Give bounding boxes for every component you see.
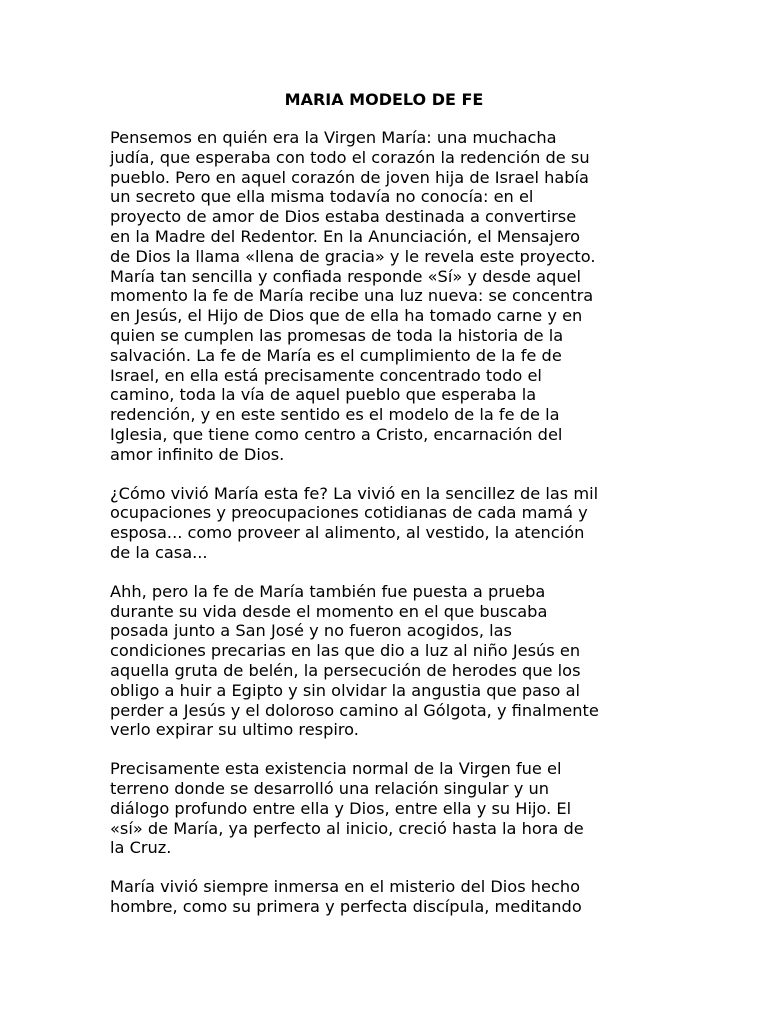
text-line: diálogo profundo entre ella y Dios, entre ella y su Hijo. El bbox=[110, 798, 572, 818]
text-line: quien se cumplen las promesas de toda la historia de la bbox=[110, 325, 564, 345]
text-line: momento la fe de María recibe una luz nueva: se concentra bbox=[110, 286, 594, 306]
paragraph bbox=[110, 582, 680, 740]
document-title: MARIA MODELO DE FE bbox=[284, 90, 484, 109]
text-line: posada junto a San José y no fueron acogidos, las bbox=[110, 621, 512, 641]
text-line: obligo a huir a Egipto y sin olvidar la angustia que paso al bbox=[110, 680, 581, 700]
text-line: proyecto de amor de Dios estaba destinada a convertirse bbox=[110, 207, 577, 227]
paragraph bbox=[110, 128, 680, 465]
text-line: hombre, como su primera y perfecta discípula, meditando bbox=[110, 896, 582, 916]
text-line: condiciones precarias en las que dio a luz al niño Jesús en bbox=[110, 641, 581, 661]
text-line: aquella gruta de belén, la persecución de herodes que los bbox=[110, 660, 581, 680]
text-line: Pensemos en quién era la Virgen María: una muchacha bbox=[110, 128, 557, 147]
text-line: verlo expirar su ultimo respiro. bbox=[110, 720, 359, 740]
text-line: «sí» de María, ya perfecto al inicio, creció hasta la hora de bbox=[110, 818, 584, 838]
text-line: María tan sencilla y confiada responde «Sí» y desde aquel bbox=[110, 266, 582, 286]
text-line: esposa... como proveer al alimento, al vestido, la atención bbox=[110, 523, 585, 543]
text-line: de la casa... bbox=[110, 542, 208, 562]
text-line: durante su vida desde el momento en el que buscaba bbox=[110, 601, 548, 621]
text-line: Precisamente esta existencia normal de la Virgen fue el bbox=[110, 759, 562, 779]
text-line: la Cruz. bbox=[110, 838, 172, 858]
paragraph bbox=[110, 484, 680, 563]
text-line: judía, que esperaba con todo el corazón la redención de su bbox=[110, 147, 590, 167]
text-line: ¿Cómo vivió María esta fe? La vivió en la sencillez de las mil bbox=[110, 483, 599, 503]
text-line: un secreto que ella misma todavía no conocía: en el bbox=[110, 187, 534, 207]
text-line: Ahh, pero la fe de María también fue puesta a prueba bbox=[110, 581, 546, 601]
text-line: Israel, en ella está precisamente concentrado todo el bbox=[110, 365, 542, 385]
text-line: en Jesús, el Hijo de Dios que de ella ha tomado carne y en bbox=[110, 306, 583, 326]
text-line: Iglesia, que tiene como centro a Cristo, encarnación del bbox=[110, 424, 563, 444]
text-line: terreno donde se desarrolló una relación singular y un bbox=[110, 778, 549, 798]
text-line: redención, y en este sentido es el modelo de la fe de la bbox=[110, 405, 560, 425]
paragraph bbox=[110, 759, 680, 858]
paragraph bbox=[110, 877, 680, 917]
text-line: pueblo. Pero en aquel corazón de joven hija de Israel había bbox=[110, 167, 589, 187]
text-line: perder a Jesús y el doloroso camino al Gólgota, y finalmente bbox=[110, 700, 599, 720]
text-line: amor infinito de Dios. bbox=[110, 444, 285, 464]
text-line: camino, toda la vía de aquel pueblo que esperaba la bbox=[110, 385, 537, 405]
text-line: ocupaciones y preocupaciones cotidianas de cada mamá y bbox=[110, 503, 588, 523]
text-line: en la Madre del Redentor. En la Anunciación, el Mensajero bbox=[110, 226, 581, 246]
text-line: María vivió siempre inmersa en el misterio del Dios hecho bbox=[110, 877, 581, 897]
document-body bbox=[110, 128, 680, 936]
text-line: de Dios la llama «llena de gracia» y le revela este proyecto. bbox=[110, 246, 596, 266]
text-line: salvación. La fe de María es el cumplimiento de la fe de bbox=[110, 345, 562, 365]
